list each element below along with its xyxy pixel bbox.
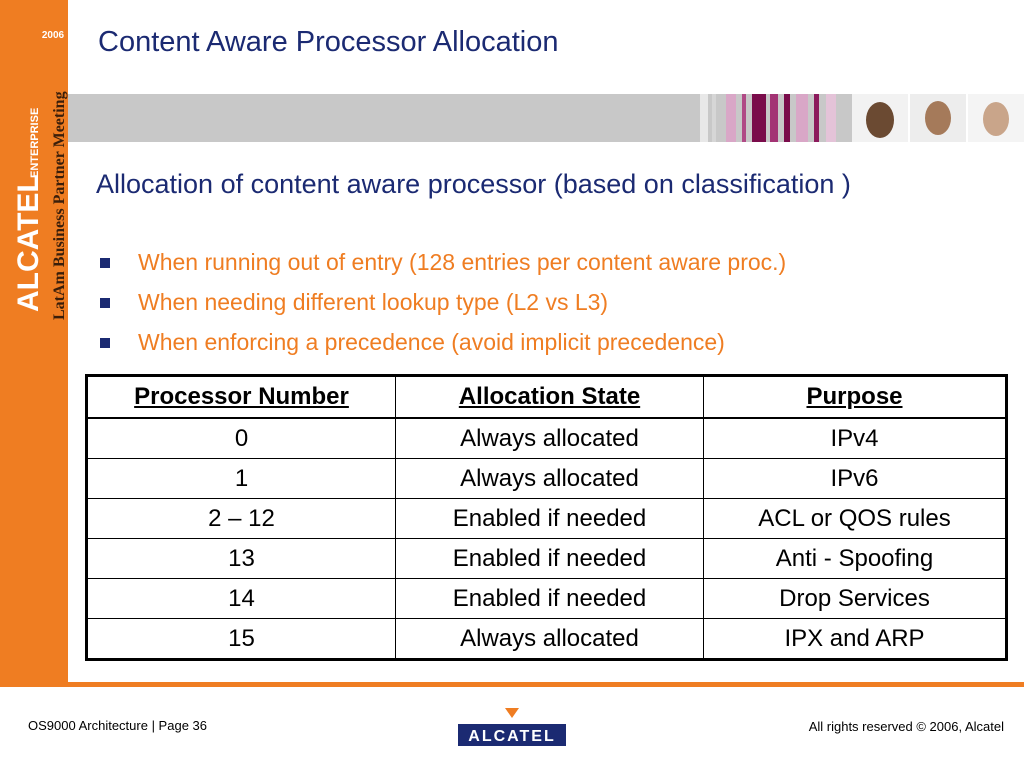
sidebar-brand-suffix: ENTERPRISE — [29, 107, 41, 178]
sidebar-brand: ALCATEL — [12, 174, 45, 312]
table-header-row — [87, 376, 1007, 419]
table-cell: Enabled if needed — [396, 539, 704, 579]
table-cell: 14 — [87, 579, 396, 619]
footer-copyright: All rights reserved © 2006, Alcatel — [808, 719, 1004, 734]
table-cell: 15 — [87, 619, 396, 660]
table-row — [87, 619, 1007, 660]
column-header: Purpose — [704, 376, 1007, 419]
table-cell: Enabled if needed — [396, 579, 704, 619]
square-bullet-icon — [100, 338, 110, 348]
alcatel-logo-text: ALCATEL — [468, 728, 556, 745]
table-cell: 1 — [87, 459, 396, 499]
people-photos — [852, 94, 1024, 142]
footer-divider — [0, 682, 1024, 687]
table-cell: Always allocated — [396, 418, 704, 459]
sidebar-branding — [0, 0, 68, 682]
table-cell: Always allocated — [396, 459, 704, 499]
square-bullet-icon — [100, 298, 110, 308]
sidebar-event: LatAm Business Partner Meeting — [51, 91, 68, 320]
bullet-item — [96, 248, 786, 288]
table-cell: 0 — [87, 418, 396, 459]
sidebar-vertical-branding — [2, 50, 68, 320]
table-cell: 2 – 12 — [87, 499, 396, 539]
table-cell: Drop Services — [704, 579, 1007, 619]
alcatel-logo — [458, 706, 566, 748]
table-row — [87, 499, 1007, 539]
table-cell: ACL or QOS rules — [704, 499, 1007, 539]
square-bullet-icon — [100, 258, 110, 268]
bullet-list — [96, 248, 786, 368]
sidebar-year: 2006 — [41, 30, 65, 41]
table-cell: 13 — [87, 539, 396, 579]
table-row — [87, 459, 1007, 499]
footer-page-info: OS9000 Architecture | Page 36 — [28, 718, 207, 733]
decorative-stripes — [700, 94, 850, 142]
bullet-item — [96, 288, 786, 328]
table-row — [87, 418, 1007, 459]
bullet-text: When enforcing a precedence (avoid implicit precedence) — [138, 329, 725, 355]
table-row — [87, 539, 1007, 579]
column-header: Processor Number — [87, 376, 396, 419]
processor-allocation-table — [85, 374, 1008, 661]
slide-title: Content Aware Processor Allocation — [98, 26, 559, 58]
bullet-text: When needing different lookup type (L2 vs L3) — [138, 289, 609, 315]
content-heading: Allocation of content aware processor (based on classification ) — [96, 169, 851, 199]
table-cell: Anti - Spoofing — [704, 539, 1007, 579]
table-cell: IPv6 — [704, 459, 1007, 499]
table-cell: IPv4 — [704, 418, 1007, 459]
table-row — [87, 579, 1007, 619]
table-cell: Enabled if needed — [396, 499, 704, 539]
table-cell: IPX and ARP — [704, 619, 1007, 660]
bullet-item — [96, 328, 786, 368]
bullet-text: When running out of entry (128 entries per content aware proc.) — [138, 249, 787, 275]
column-header: Allocation State — [396, 376, 704, 419]
table-cell: Always allocated — [396, 619, 704, 660]
